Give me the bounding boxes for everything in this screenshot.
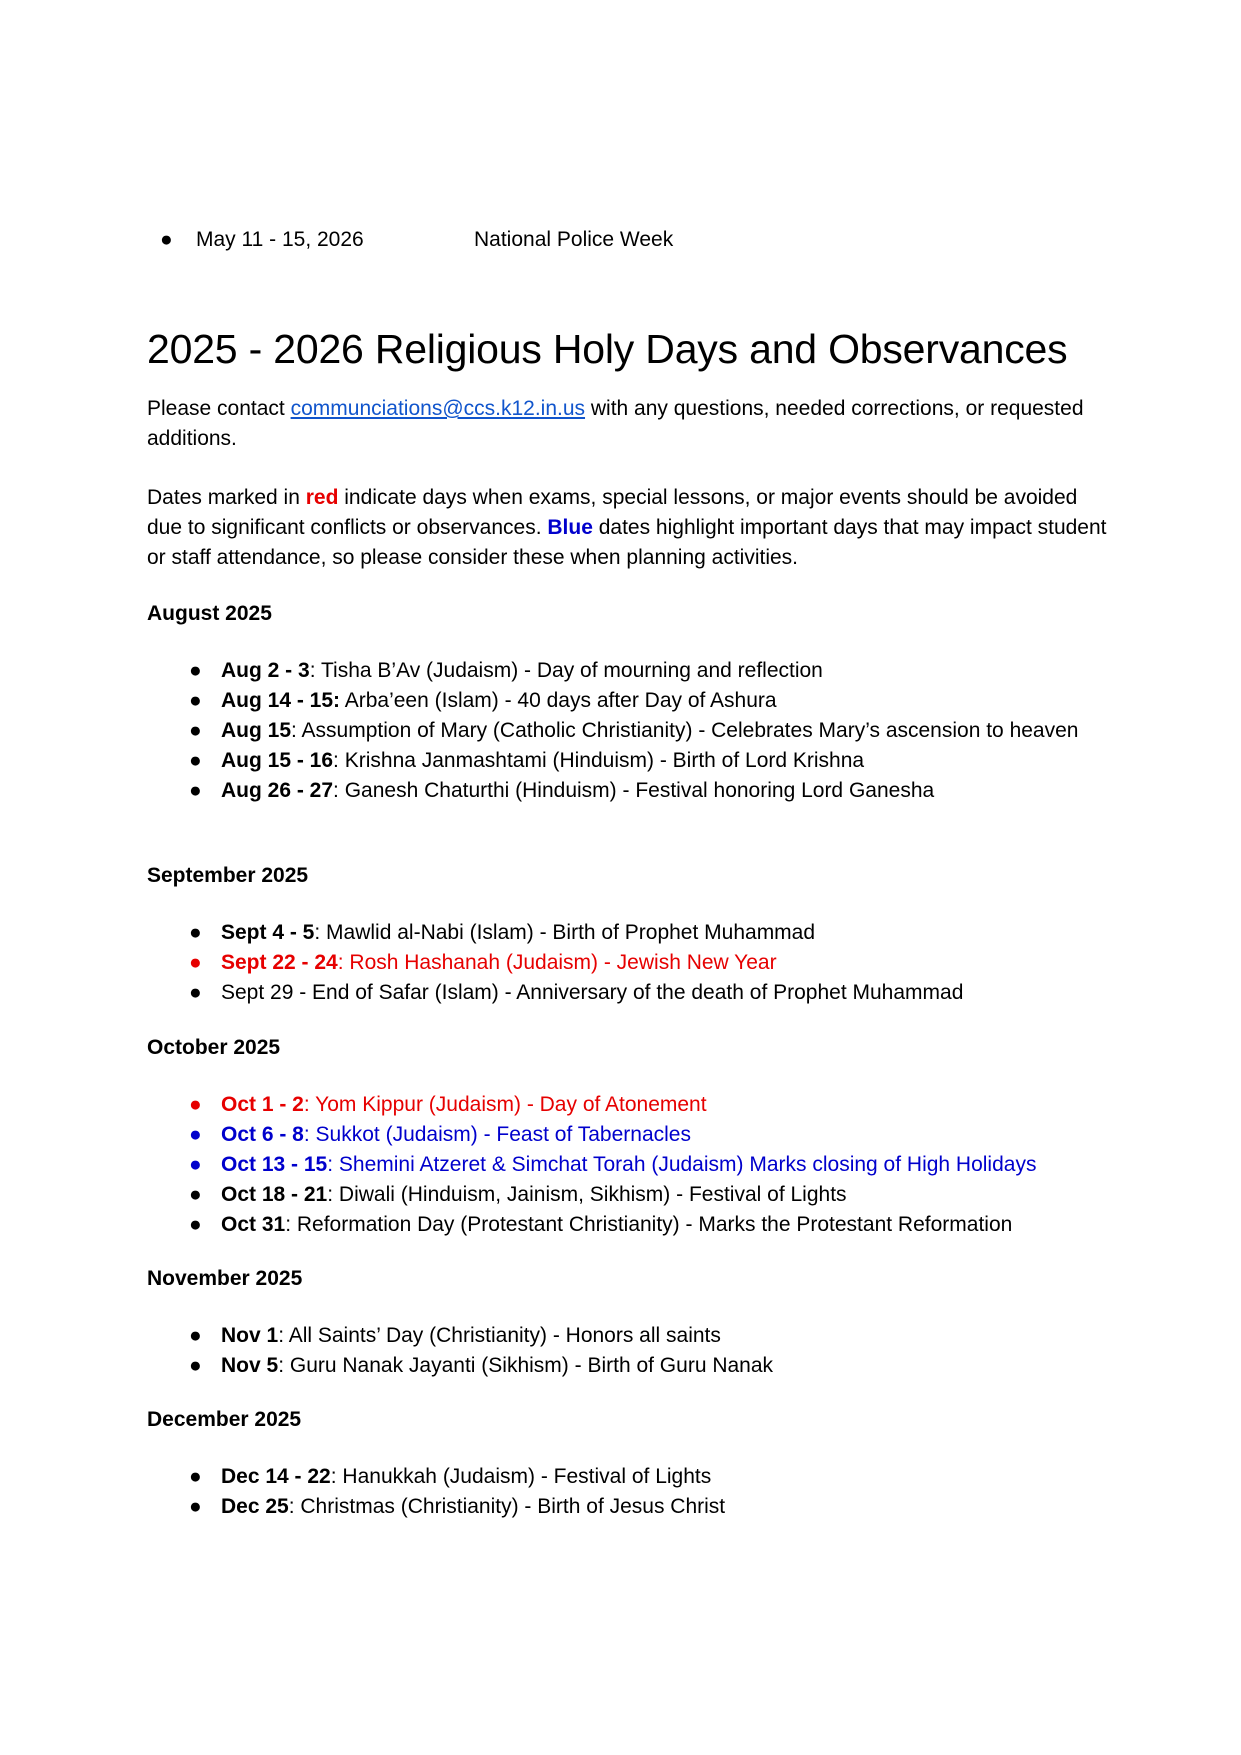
separator: : <box>303 1123 316 1146</box>
bullet-icon: ● <box>189 749 202 772</box>
month-heading: October 2025 <box>147 1036 281 1059</box>
bullet-icon: ● <box>189 1324 202 1347</box>
separator: : <box>333 779 345 802</box>
event-description: All Saints’ Day (Christianity) - Honors all saints <box>288 1324 721 1347</box>
bullet-icon: ● <box>189 1093 202 1116</box>
list-item <box>147 1150 1107 1180</box>
event-date: Aug 14 - 15: <box>221 689 341 712</box>
event-date: Aug 2 - 3 <box>221 659 310 682</box>
event-description: Tisha B’Av (Judaism) - Day of mourning and reflection <box>320 659 823 682</box>
month-heading: November 2025 <box>147 1267 303 1290</box>
list-item <box>147 1180 1107 1210</box>
month-heading: September 2025 <box>147 864 309 887</box>
event-description: Assumption of Mary (Catholic Christianity) - Celebrates Mary’s ascension to heaven <box>301 719 1079 742</box>
legend-paragraph <box>147 483 1107 573</box>
event-description: Reformation Day (Protestant Christianity) - Marks the Protestant Reformation <box>296 1213 1013 1236</box>
event-list <box>147 1090 1107 1240</box>
list-item <box>147 1321 1107 1351</box>
list-item <box>147 716 1107 746</box>
bullet-icon: ● <box>189 1495 202 1518</box>
separator: : <box>337 951 350 974</box>
separator: : <box>288 1495 301 1518</box>
email-link[interactable]: communciations@ccs.k12.in.us <box>290 397 586 420</box>
list-item <box>147 776 1107 806</box>
page-title: 2025 - 2026 Religious Holy Days and Observances <box>147 326 1068 372</box>
separator: : <box>314 921 327 944</box>
month-heading: December 2025 <box>147 1408 302 1431</box>
bullet-icon: ● <box>189 779 202 802</box>
event-date: Oct 13 - 15 <box>221 1153 328 1176</box>
list-item <box>147 686 1107 716</box>
list-item <box>147 1090 1107 1120</box>
event-date: Oct 31 <box>221 1213 286 1236</box>
event-description: Sept 29 - End of Safar (Islam) - Anniversary of the death of Prophet Muhammad <box>221 981 964 1004</box>
list-item <box>147 1462 1107 1492</box>
bullet-icon: ● <box>189 981 202 1004</box>
bullet-icon: ● <box>189 1183 202 1206</box>
event-list <box>147 918 1107 1008</box>
event-description: Yom Kippur (Judaism) - Day of Atonement <box>315 1093 707 1116</box>
event-description: Rosh Hashanah (Judaism) - Jewish New Year <box>349 951 777 974</box>
bullet-icon: ● <box>189 951 202 974</box>
bullet-icon: ● <box>189 689 202 712</box>
list-item <box>147 918 1107 948</box>
list-item <box>147 656 1107 686</box>
separator: : <box>278 1324 289 1347</box>
list-item <box>147 1492 1107 1522</box>
event-date: Dec 25 <box>221 1495 289 1518</box>
list-item <box>147 978 1107 1008</box>
event-date: Aug 26 - 27 <box>221 779 334 802</box>
event-description: Krishna Janmashtami (Hinduism) - Birth of Lord Krishna <box>344 749 865 772</box>
list-item <box>147 948 1107 978</box>
event-list <box>147 1462 1107 1522</box>
legend-red-word: red <box>305 486 339 509</box>
event-description: Christmas (Christianity) - Birth of Jesus Christ <box>300 1495 726 1518</box>
event-date: Nov 5 <box>221 1354 279 1377</box>
separator: : <box>327 1153 339 1176</box>
event-name: National Police Week <box>474 228 674 251</box>
separator: : <box>303 1093 316 1116</box>
event-date: Oct 6 - 8 <box>221 1123 304 1146</box>
contact-text: Please contact <box>147 397 291 420</box>
event-date: Sept 4 - 5 <box>221 921 315 944</box>
list-item <box>160 228 674 252</box>
list-item <box>147 1210 1107 1240</box>
legend-text: Dates marked in <box>147 486 306 509</box>
event-description: Diwali (Hinduism, Jainism, Sikhism) - Festival of Lights <box>338 1183 847 1206</box>
event-description: Shemini Atzeret & Simchat Torah (Judaism) Marks closing of High Holidays <box>338 1153 1037 1176</box>
event-description: Arba’een (Islam) - 40 days after Day of Ashura <box>344 689 777 712</box>
bullet-icon: ● <box>189 1213 202 1236</box>
separator: : <box>291 719 302 742</box>
list-item <box>147 1120 1107 1150</box>
event-description: Ganesh Chaturthi (Hinduism) - Festival honoring Lord Ganesha <box>344 779 935 802</box>
event-date: Sept 22 - 24 <box>221 951 338 974</box>
bullet-icon: ● <box>189 1354 202 1377</box>
contact-paragraph <box>147 394 1107 454</box>
event-date: Aug 15 <box>221 719 292 742</box>
event-date: Oct 18 - 21 <box>221 1183 328 1206</box>
event-list <box>147 656 1107 806</box>
separator: : <box>309 659 321 682</box>
list-item <box>147 746 1107 776</box>
event-description: Guru Nanak Jayanti (Sikhism) - Birth of Guru Nanak <box>289 1354 774 1377</box>
separator: : <box>330 1465 343 1488</box>
event-list <box>147 1321 1107 1381</box>
event-description: Mawlid al-Nabi (Islam) - Birth of Prophet Muhammad <box>326 921 816 944</box>
bullet-icon: ● <box>189 659 202 682</box>
bullet-icon: ● <box>189 1153 202 1176</box>
bullet-icon: ● <box>189 719 202 742</box>
list-item <box>147 1351 1107 1381</box>
month-heading: August 2025 <box>147 602 272 625</box>
event-date: Aug 15 - 16 <box>221 749 334 772</box>
legend-text: indicate days when exams, special lessons, or major events should be avoided due to significant conflicts or observances. <box>147 486 1078 539</box>
event-date: May 11 - 15, 2026 <box>196 228 364 251</box>
legend-text: dates highlight important days that may impact student or staff attendance, so please consider these when planning activities. <box>147 516 1107 569</box>
event-description: Hanukkah (Judaism) - Festival of Lights <box>342 1465 712 1488</box>
bullet-icon: ● <box>189 921 202 944</box>
bullet-icon: ● <box>189 1465 202 1488</box>
contact-text: with any questions, needed corrections, or requested additions. <box>147 397 1084 450</box>
separator: : <box>327 1183 339 1206</box>
event-date: Nov 1 <box>221 1324 279 1347</box>
event-date: Oct 1 - 2 <box>221 1093 304 1116</box>
bullet-icon: ● <box>160 228 173 251</box>
separator: : <box>285 1213 297 1236</box>
separator: : <box>333 749 345 772</box>
event-date: Dec 14 - 22 <box>221 1465 331 1488</box>
separator: : <box>278 1354 290 1377</box>
event-description: Sukkot (Judaism) - Feast of Tabernacles <box>315 1123 691 1146</box>
legend-blue-word: Blue <box>547 516 593 539</box>
bullet-icon: ● <box>189 1123 202 1146</box>
